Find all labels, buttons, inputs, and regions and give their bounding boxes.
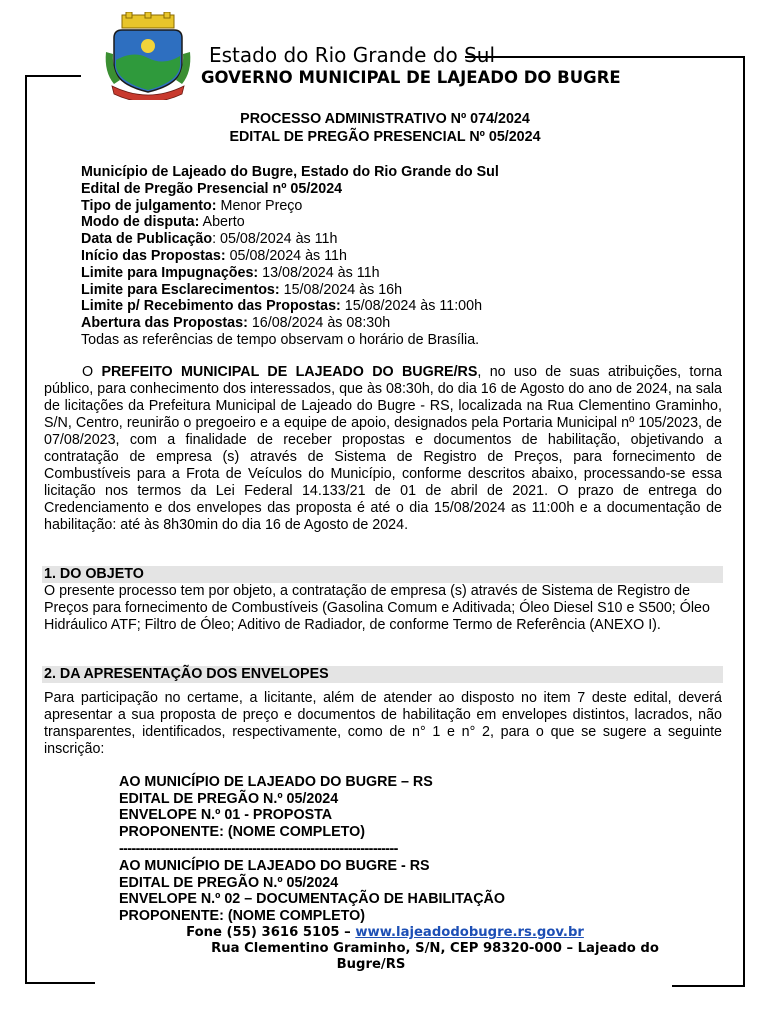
footer-address-line-2: Bugre/RS xyxy=(336,957,406,972)
frame-line-bottom-right xyxy=(672,985,745,987)
state-name: Estado do Rio Grande do Sul xyxy=(209,43,496,67)
info-line: Município de Lajeado do Bugre, Estado do Rio Grande do Sul xyxy=(81,164,499,180)
edital-info-block xyxy=(81,164,499,349)
info-line: Início das Propostas: 05/08/2024 às 11h xyxy=(81,247,347,264)
section-2-heading: 2. DA APRESENTAÇÃO DOS ENVELOPES xyxy=(42,666,723,683)
section-2-text: Para participação no certame, a licitante, além de atender ao disposto no item 7 deste edital, deverá apresentar a sua proposta de preço e documentos de habilitação em envelopes distintos, lacrados, não transparentes, identificados, respectivamente, como de n° 1 e n° 2, para o que se sugere a seguinte inscrição: xyxy=(44,690,722,757)
footer-contact xyxy=(0,925,770,941)
info-line: Abertura das Propostas: 16/08/2024 às 08:30h xyxy=(81,315,391,332)
info-line: Data de Publicação: 05/08/2024 às 11h xyxy=(81,231,338,248)
info-line: Limite p/ Recebimento das Propostas: 15/08/2024 às 11:00h xyxy=(81,298,483,315)
envelope-separator: ------------------------------------------------------------------- xyxy=(119,841,398,857)
envelope-2-inscription: AO MUNICÍPIO DE LAJEADO DO BUGRE - RS EDITAL DE PREGÃO N.º 05/2024 ENVELOPE N.º 02 – DOCUMENTAÇÃO DE HABILITAÇÃO PROPONENTE: (NOME COMPLETO) xyxy=(119,858,505,925)
frame-line-top-left xyxy=(25,75,81,77)
section-1-text: O presente processo tem por objeto, a contratação de empresa (s) através de Sistema de Registro de Preços para fornecimento de Combustíveis (Gasolina Comum e Aditivada; Óleo Diesel S10 e S500; Óleo Hidráulico ATF; Filtro de Óleo; Aditivo de Radiador, de conforme Termo de Referência (ANEXO I). xyxy=(44,583,710,633)
info-line: Tipo de julgamento: Menor Preço xyxy=(81,197,303,214)
footer-address-line-1: Rua Clementino Graminho, S/N, CEP 98320-000 – Lajeado do xyxy=(211,941,659,956)
frame-line-left xyxy=(25,75,27,983)
footer-phone: Fone (55) 3616 5105 – xyxy=(186,925,356,940)
info-line: Limite para Impugnações: 13/08/2024 às 11h xyxy=(81,264,380,281)
intro-paragraph: O PREFEITO MUNICIPAL DE LAJEADO DO BUGRE/RS, no uso de suas atribuições, torna público, para conhecimento dos interessados, que às 08:30h, do dia 16 de Agosto do ano de 2024, na sala de licitações da Prefeitura Municipal de Lajeado do Bugre - RS, localizada na Rua Clementino Graminho, S/N, Centro, reunirão o pregoeiro e a equipe de apoio, designados pela Portaria Municipal nº 105/2023, de 07/08/2023, com a finalidade de receber propostas e documentos de habilitação, objetivando a contratação de empresa (s) através de Sistema de Registro de Preços, para fornecimento de Combustíveis para a Frota de Veículos do Município, conforme descritos abaixo, processando-se essa licitação nos termos da Lei Federal 14.133/21 de 01 de abril de 2021. O prazo de entrega do Credenciamento e dos envelopes das proposta é até o dia 15/08/2024 as 11:00h e a documentação de habilitação: até às 8h30min do dia 16 de Agosto de 2024. xyxy=(44,364,723,533)
municipal-crest-icon xyxy=(104,12,192,100)
frame-line-bottom-left xyxy=(25,982,95,984)
envelope-1-inscription: AO MUNICÍPIO DE LAJEADO DO BUGRE – RS EDITAL DE PREGÃO N.º 05/2024 ENVELOPE N.º 01 - PROPOSTA PROPONENTE: (NOME COMPLETO) xyxy=(119,774,433,841)
edital-number: EDITAL DE PREGÃO PRESENCIAL Nº 05/2024 xyxy=(229,129,541,145)
section-1-heading: 1. DO OBJETO xyxy=(42,566,723,583)
info-line: Edital de Pregão Presencial nº 05/2024 xyxy=(81,180,343,197)
frame-line-right xyxy=(743,56,745,986)
info-line: Todas as referências de tempo observam o horário de Brasília. xyxy=(81,331,480,348)
info-line: Modo de disputa: Aberto xyxy=(81,214,245,231)
frame-line-top xyxy=(465,56,745,58)
website-link[interactable]: www.lajeadodobugre.rs.gov.br xyxy=(355,925,584,940)
process-number: PROCESSO ADMINISTRATIVO Nº 074/2024 xyxy=(240,111,530,127)
government-title: GOVERNO MUNICIPAL DE LAJEADO DO BUGRE xyxy=(201,68,621,87)
info-line: Limite para Esclarecimentos: 15/08/2024 às 16h xyxy=(81,281,403,298)
